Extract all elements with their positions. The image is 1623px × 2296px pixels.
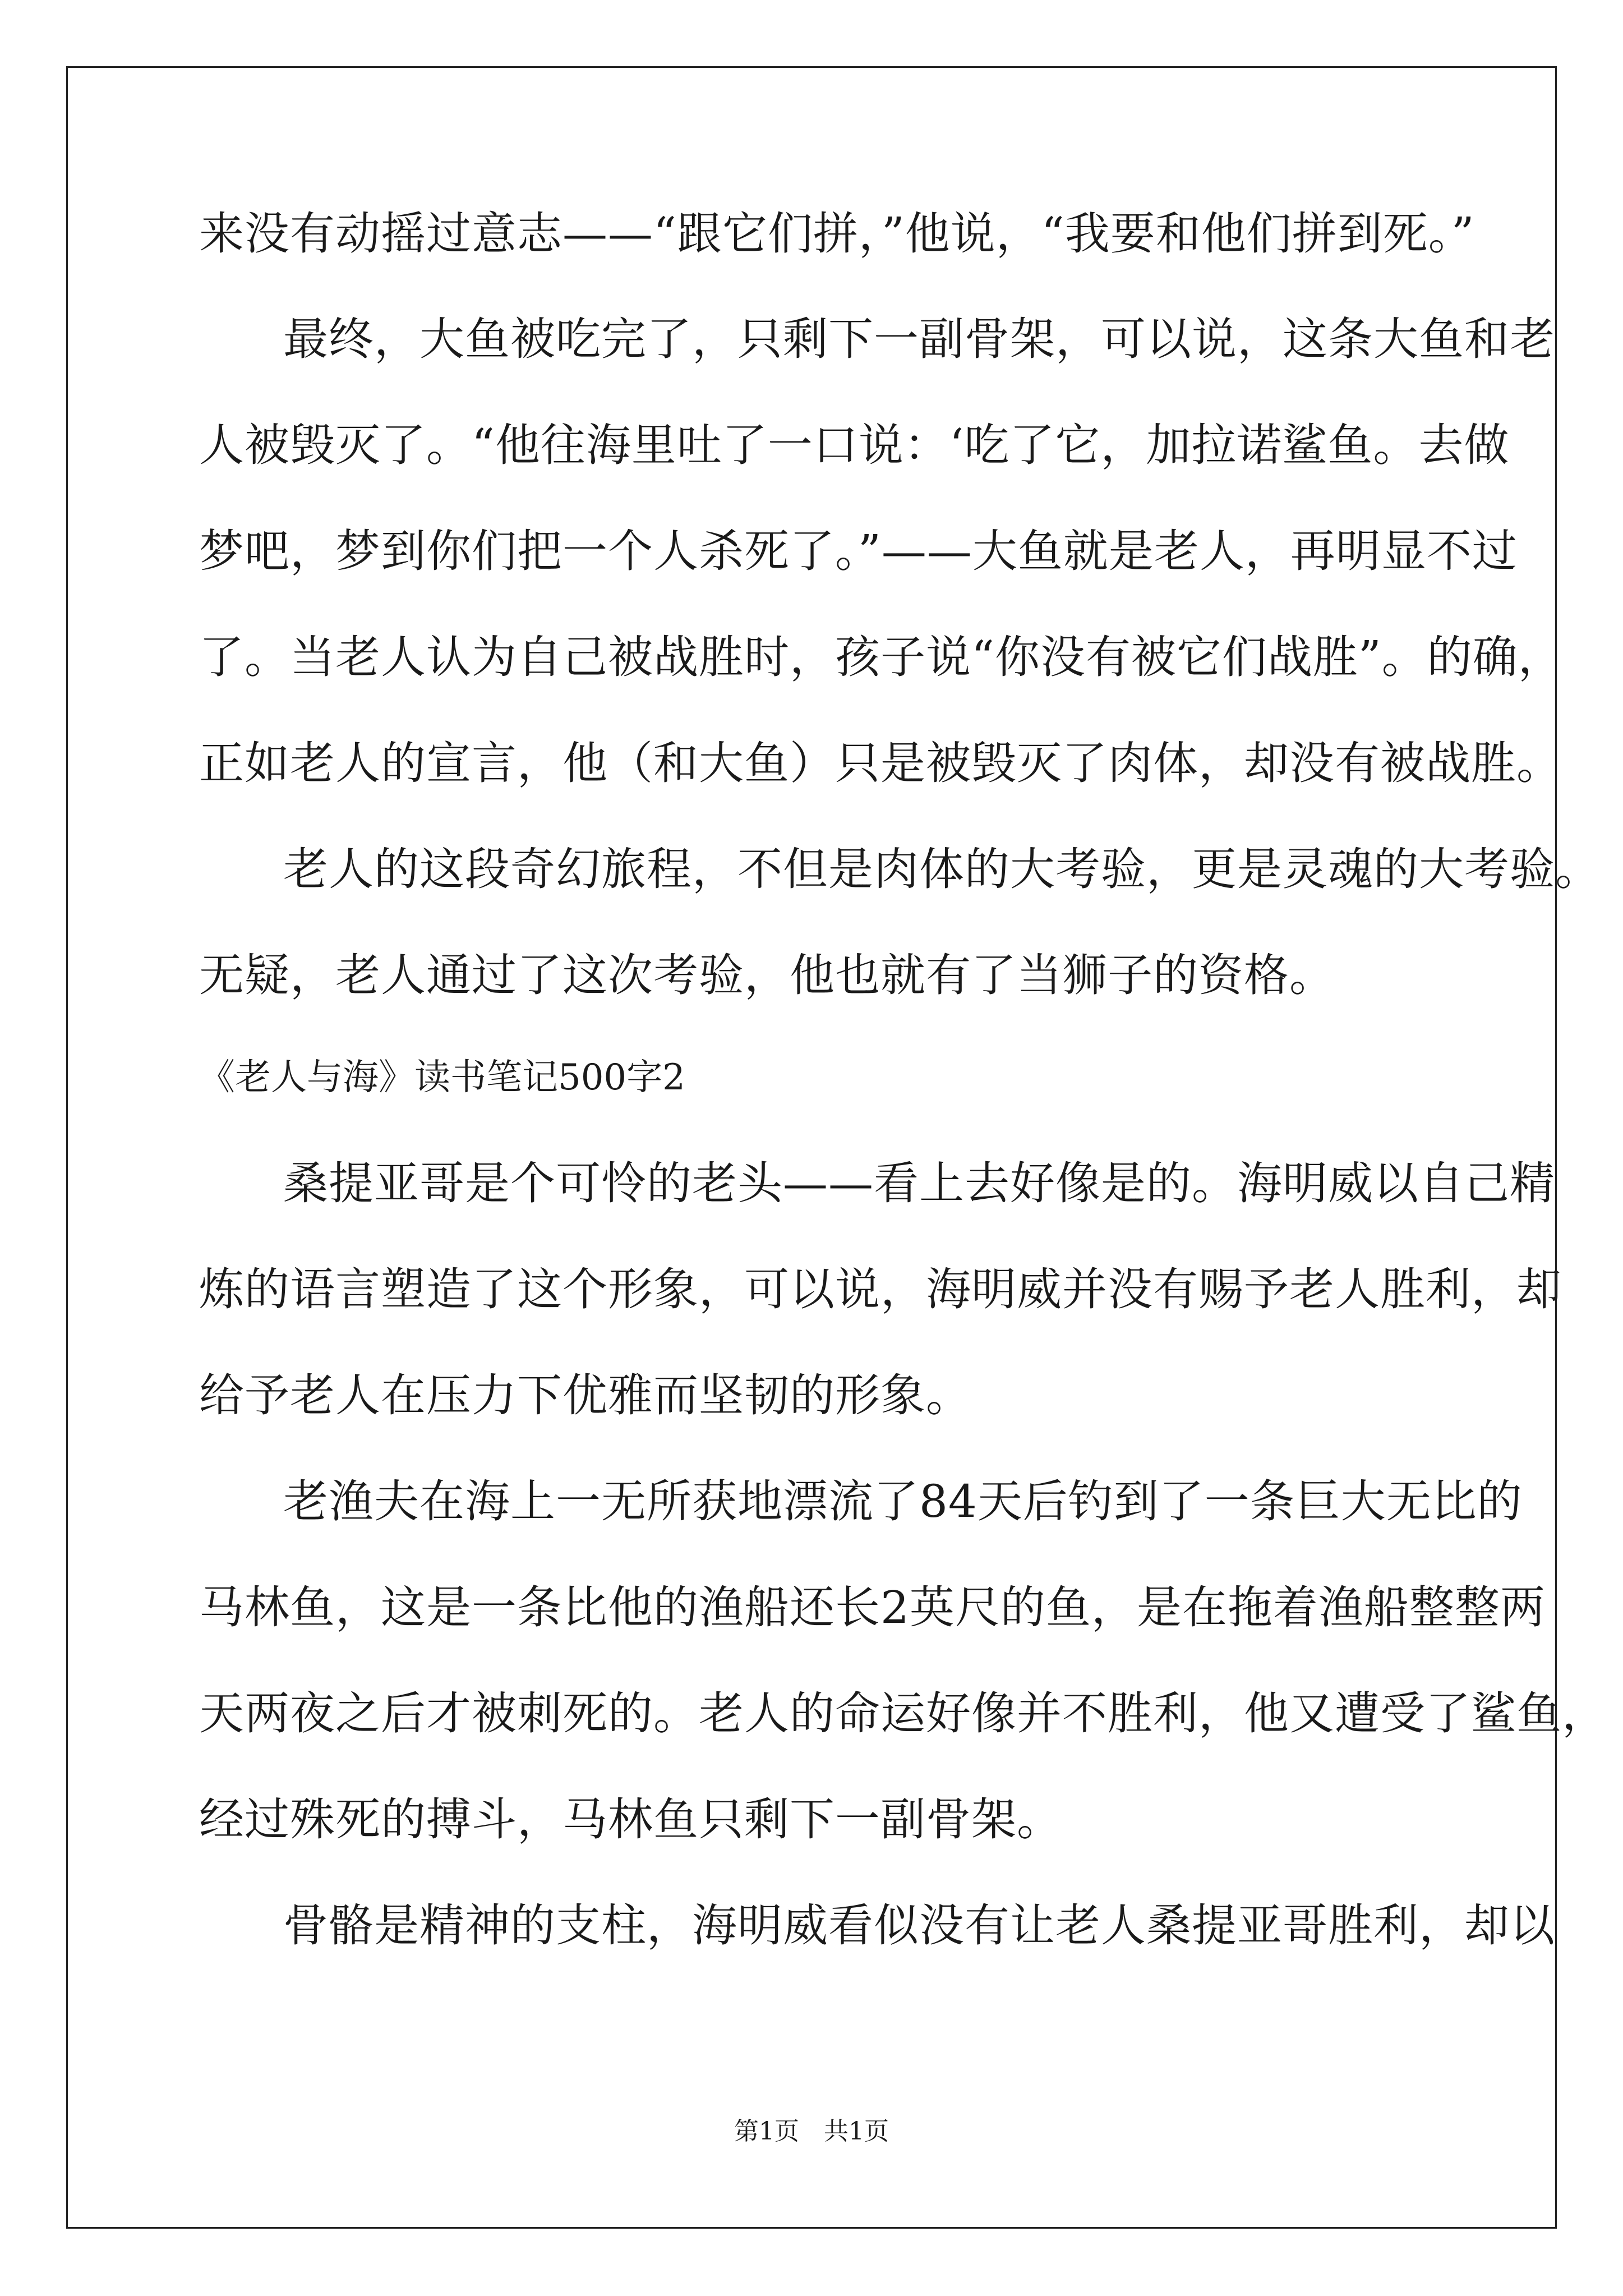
paragraph-start-line: 骨骼是精神的支柱，海明威看似没有让老人桑提亚哥胜利，却以 [283, 1899, 1555, 1952]
text-line: 来没有动摇过意志——“跟它们拼，”他说，“我要和他们拼到死。” [199, 208, 1475, 260]
paragraph-start-line: 老人的这段奇幻旅程，不但是肉体的大考验，更是灵魂的大考验。 [283, 843, 1601, 895]
text-line: 梦吧，梦到你们把一个人杀死了。”——大鱼就是老人，再明显不过 [199, 525, 1518, 577]
text-line: 马林鱼，这是一条比他的渔船还长2英尺的鱼，是在拖着渔船整整两 [199, 1581, 1546, 1634]
text-line: 炼的语言塑造了这个形象，可以说，海明威并没有赐予老人胜利，却 [199, 1263, 1562, 1315]
text-line: 人被毁灭了。“他往海里吐了一口说：‘吃了它，加拉诺鲨鱼。去做 [199, 419, 1510, 471]
text-line: 经过殊死的搏斗，马林鱼只剩下一副骨架。 [199, 1793, 1062, 1846]
text-line: 无疑，老人通过了这次考验，他也就有了当狮子的资格。 [199, 949, 1335, 1001]
paragraph-start-line: 桑提亚哥是个可怜的老头——看上去好像是的。海明威以自己精 [283, 1157, 1555, 1209]
text-line: 给予老人在压力下优雅而坚韧的形象。 [199, 1369, 971, 1421]
paragraph-start-line: 最终，大鱼被吃完了，只剩下一副骨架，可以说，这条大鱼和老 [283, 313, 1555, 365]
page-number-footer: 第1页 共1页 [734, 2117, 889, 2146]
text-line: 天两夜之后才被刺死的。老人的命运好像并不胜利，他又遭受了鲨鱼， [199, 1687, 1607, 1740]
paragraph-start-line: 老渔夫在海上一无所获地漂流了84天后钓到了一条巨大无比的 [283, 1475, 1523, 1527]
text-line: 了。当老人认为自己被战胜时，孩子说“你没有被它们战胜”。的确， [199, 631, 1564, 683]
text-line: 正如老人的宣言，他（和大鱼）只是被毁灭了肉体，却没有被战胜。 [199, 737, 1562, 789]
section-heading: 《老人与海》读书笔记500字2 [199, 1057, 685, 1098]
